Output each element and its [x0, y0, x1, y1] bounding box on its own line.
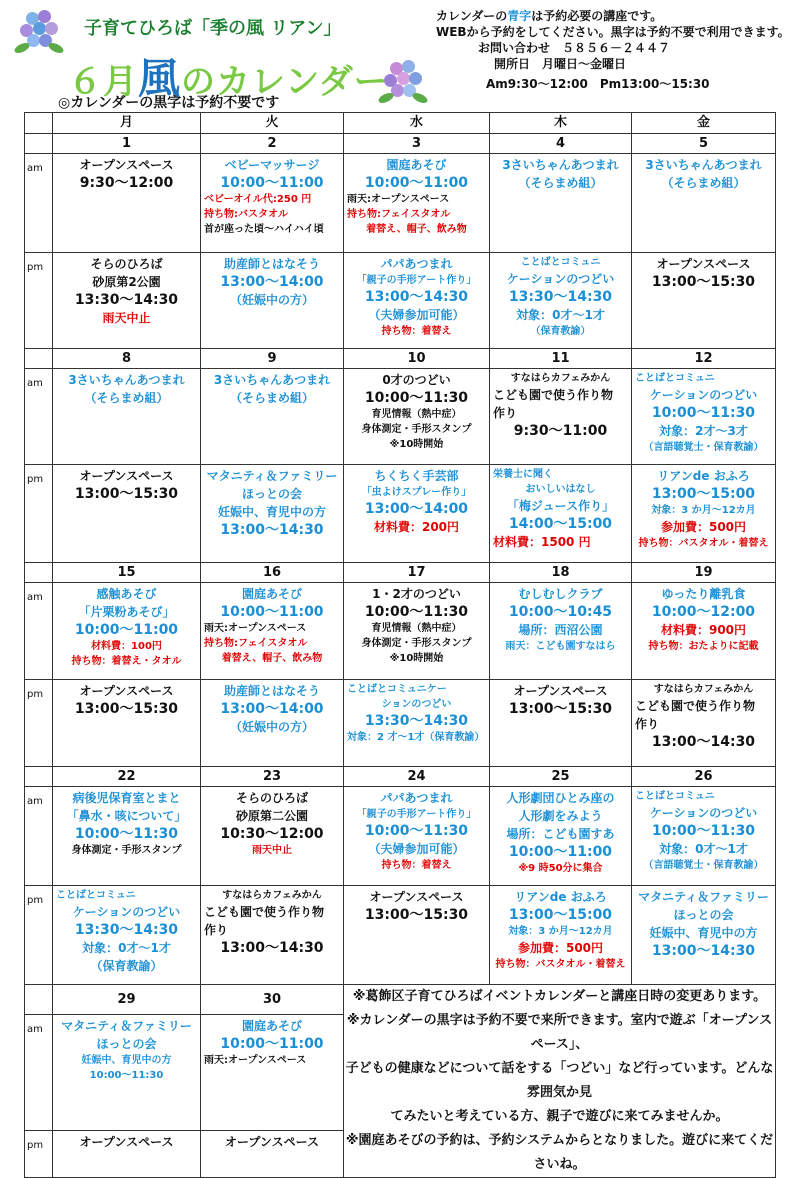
event-line: 3さいちゃんあつまれ [502, 158, 619, 172]
event-line: 雨天:オープンスペース [204, 1055, 307, 1067]
event-line: ちくちく手芸部 [374, 469, 459, 483]
note-line: ※園庭あそびの予約は、予約システムからとなりました。遊びに来てくださいね。 [345, 1133, 774, 1172]
event-line: （保育教諭） [530, 326, 591, 337]
event-line: 「鼻水・咳について」 [66, 809, 187, 823]
event-line: 10:00～11:00 [74, 622, 179, 638]
event-line: 10:00～11:00 [220, 175, 324, 191]
event-line: （言語聴覚士・保育教諭） [643, 442, 764, 453]
event-line: 13:00～15:30 [364, 907, 469, 923]
event-line: 13:00～14:30 [220, 522, 324, 538]
event-line: ※10時開始 [389, 439, 444, 450]
event-line: 育児情報（熱中症） [371, 623, 462, 634]
event-line: 13:00～14:00 [220, 274, 324, 290]
event-line: 身体測定・手形スタンプ [361, 638, 472, 649]
date-cell: 1 [53, 134, 201, 154]
event-line: ※10時開始 [389, 653, 444, 664]
event-line: 首が座った頃～ハイハイ頃 [204, 224, 324, 235]
event-line: 13:00～14:00 [220, 701, 324, 717]
event-line: 10:30～12:00 [220, 826, 324, 842]
event-line: （言語聴覚士・保育教諭） [643, 860, 764, 871]
event-line: 雨天中止 [252, 845, 292, 856]
event-line: パパあつまれ [380, 257, 453, 271]
event-line: （妊娠中の方） [229, 720, 314, 734]
event-line: 13:00～14:30 [651, 943, 756, 959]
weekday-thu: 木 [490, 113, 632, 134]
event-line: オープンスペース [369, 890, 464, 904]
event-cell [490, 886, 632, 985]
date-row [25, 563, 776, 583]
event-line: （そらまめ組） [518, 176, 603, 190]
event-line: ことばとコミュニケー [347, 684, 447, 695]
event-line: おいしいはなし [525, 484, 596, 495]
event-line: 10:00～11:30 [651, 405, 756, 421]
event-line: （夫婦参加可能） [368, 842, 465, 856]
date-cell: 24 [344, 767, 490, 787]
corner-cell [25, 113, 53, 134]
event-cell [53, 369, 201, 465]
event-line: 作り [493, 406, 518, 420]
note-line: てみたいと考えている方、親子で遊びに来てみませんか。 [390, 1109, 729, 1124]
event-cell [53, 154, 201, 253]
event-line: ほっとの会 [96, 1037, 157, 1052]
event-line: 助産師とはなそう [223, 257, 320, 271]
info-box [436, 8, 790, 92]
event-cell [632, 886, 776, 985]
event-line: 13:30～14:30 [364, 713, 469, 729]
event-line: ことばとコミュニ [520, 257, 601, 268]
event-line: 3さいちゃんあつまれ [645, 158, 762, 172]
event-cell [490, 787, 632, 886]
event-cell [632, 369, 776, 465]
event-cell [632, 583, 776, 680]
event-line: 13:30～14:30 [508, 289, 613, 305]
calendar-table [24, 112, 776, 1178]
am-label: am [25, 1015, 53, 1130]
event-line: マタニティ＆ファミリー [61, 1019, 192, 1034]
pm-label: pm [25, 253, 53, 349]
event-cell [201, 369, 344, 465]
note-line: ※カレンダーの黒字は予約不要で来所できます。室内で遊ぶ「オープンスペース」、 [346, 1013, 773, 1052]
event-cell [201, 1130, 344, 1177]
event-line: むしむしクラブ [518, 587, 603, 601]
organization-name: 子育てひろば「季の風 リアン」 [84, 18, 342, 39]
event-line: 10:00～11:00 [220, 604, 324, 620]
event-line: 10:00～11:30 [89, 1070, 164, 1082]
event-line: 14:00～15:00 [508, 516, 613, 532]
event-line: 身体測定・手形スタンプ [361, 424, 472, 435]
event-line: 10:00～10:45 [508, 604, 613, 620]
event-line: 雨天中止 [102, 311, 151, 325]
event-line: 人形劇をみよう [518, 809, 603, 823]
event-line: 13:00～15:30 [74, 701, 179, 717]
event-cell [344, 886, 490, 985]
event-line: 対象：3 か月～12カ月 [651, 505, 756, 516]
date-cell: 4 [490, 134, 632, 154]
event-line: （そらまめ組） [229, 391, 314, 405]
event-line: 13:00～15:30 [508, 701, 613, 717]
event-line: 持ち物:フェイスタオル [204, 638, 308, 649]
event-line: オープンスペース [79, 469, 174, 483]
event-line: 持ち物：おたよりに記載 [648, 641, 759, 652]
event-line: 1・2才のつどい [372, 587, 461, 601]
pm-label: pm [25, 465, 53, 563]
event-cell [201, 465, 344, 563]
weekday-mon: 月 [53, 113, 201, 134]
info-text: カレンダーの [436, 9, 508, 23]
date-cell: 29 [53, 985, 201, 1015]
event-line: （夫婦参加可能） [368, 308, 465, 322]
event-cell [344, 465, 490, 563]
event-cell [490, 369, 632, 465]
event-line: ケーションのつどい [506, 272, 615, 286]
date-cell: 23 [201, 767, 344, 787]
event-cell [53, 886, 201, 985]
event-line: 10:00～11:30 [651, 823, 756, 839]
event-line: オープンスペース [79, 158, 174, 172]
event-cell [490, 583, 632, 680]
date-row [25, 985, 776, 1015]
am-label: am [25, 787, 53, 886]
event-line: 感触あそび [96, 587, 157, 601]
event-line: 妊娠中、育児中の方 [81, 1055, 172, 1067]
event-line: 材料費：1500 円 [493, 535, 591, 549]
notes-cell [344, 985, 776, 1178]
event-line: 雨天:オープンスペース [204, 623, 307, 634]
event-line: 10:00～12:00 [651, 604, 756, 620]
event-line: パパあつまれ [380, 791, 453, 805]
event-line: 「親子の手形アート作り」 [356, 275, 477, 286]
event-line: 材料費：100円 [91, 641, 162, 652]
event-line: 妊娠中、育児中の方 [649, 926, 758, 940]
event-line: 3さいちゃんあつまれ [68, 373, 185, 387]
event-line: ベビーマッサージ [224, 158, 320, 172]
date-row [25, 349, 776, 369]
event-line: ケーションのつどい [72, 905, 181, 919]
event-line: 対象：2 才～1才（保育教諭） [347, 732, 485, 743]
am-label: am [25, 583, 53, 680]
event-line: ケーションのつどい [649, 806, 758, 820]
event-line: 雨天：こども園すなはら [505, 641, 616, 652]
event-line: オープンスペース [225, 1134, 319, 1149]
am-row [25, 154, 776, 253]
event-line: 砂原第2公園 [92, 275, 161, 289]
date-cell: 15 [53, 563, 201, 583]
date-cell: 17 [344, 563, 490, 583]
pm-row [25, 886, 776, 985]
event-line: 園庭あそび [241, 587, 302, 601]
event-line: 13:00～15:30 [74, 486, 179, 502]
event-line: 身体測定・手形スタンプ [71, 845, 182, 856]
event-line: 場所：西沼公園 [518, 623, 603, 637]
event-line: 着替え、帽子、飲み物 [366, 224, 467, 235]
event-cell [201, 253, 344, 349]
event-line: マタニティ＆ファミリー [206, 469, 338, 483]
event-line: 参加費：500円 [660, 520, 747, 534]
pm-label: pm [25, 680, 53, 767]
event-line: ほっとの会 [241, 487, 302, 501]
event-line: 助産師とはなそう [223, 684, 320, 698]
event-line: 材料費：200円 [373, 520, 460, 534]
event-line: そらのひろば [235, 791, 308, 805]
event-line: マタニティ＆ファミリー [638, 890, 769, 904]
weekday-header-row [25, 113, 776, 134]
event-line: 13:00～14:30 [220, 940, 324, 956]
event-line: 10:00～11:30 [364, 604, 469, 620]
event-cell [632, 465, 776, 563]
event-line: 対象：3 か月～12カ月 [508, 926, 613, 937]
event-cell [53, 1015, 201, 1130]
event-line: 「親子の手形アート作り」 [356, 809, 477, 820]
event-line: オープンスペース [656, 257, 751, 271]
date-row [25, 767, 776, 787]
event-line: 育児情報（熱中症） [371, 409, 462, 420]
date-cell: 26 [632, 767, 776, 787]
event-line: 作り [204, 923, 229, 937]
event-line: （妊娠中の方） [229, 293, 314, 307]
contact-phone: お問い合わせ ５８５６－２４４７ [478, 41, 671, 55]
event-cell [201, 583, 344, 680]
event-cell [344, 369, 490, 465]
event-cell [53, 253, 201, 349]
event-line: 13:00～14:30 [651, 734, 756, 750]
date-row [25, 134, 776, 154]
event-line: ベビーオイル代:250 円 [204, 194, 312, 205]
event-cell [490, 253, 632, 349]
event-cell [490, 154, 632, 253]
event-line: 妊娠中、育児中の方 [217, 505, 326, 519]
event-cell [344, 253, 490, 349]
date-cell: 22 [53, 767, 201, 787]
event-line: 持ち物：着替え [381, 860, 452, 871]
event-line: 対象：0才～1才 [82, 941, 171, 955]
event-line: リアンde おふろ [657, 469, 750, 483]
date-cell: 12 [632, 349, 776, 369]
pm-row [25, 680, 776, 767]
event-line: 13:00～14:30 [364, 289, 469, 305]
event-line: （そらまめ組） [84, 391, 169, 405]
pm-row [25, 253, 776, 349]
date-cell: 3 [344, 134, 490, 154]
event-line: 持ち物：バスタオル・着替え [495, 959, 626, 970]
weekday-wed: 水 [344, 113, 490, 134]
header [0, 0, 800, 112]
pm-row [25, 465, 776, 563]
date-corner-cell [25, 985, 53, 1015]
event-line: すなはらカフェみかん [222, 890, 322, 901]
event-line: 10:00～11:30 [364, 390, 469, 406]
event-line: 13:00～14:00 [364, 501, 469, 517]
title-kaze: 風 [138, 54, 182, 103]
event-line: 人形劇団ひとみ座の [506, 791, 615, 805]
event-cell [201, 154, 344, 253]
pm-label: pm [25, 1130, 53, 1177]
info-line-2: WEBから予約をしてください。黒字は予約不要で利用できます。 [436, 25, 790, 39]
am-row [25, 583, 776, 680]
date-corner-cell [25, 349, 53, 369]
event-cell [53, 583, 201, 680]
date-cell: 25 [490, 767, 632, 787]
event-line: オープンスペース [79, 1134, 174, 1149]
subtitle: ◎カレンダーの黒字は予約不要です [58, 95, 280, 111]
hydrangea-flower-icon [18, 8, 62, 52]
info-blue-word: 青字 [507, 9, 532, 23]
event-line: 9:30～11:00 [513, 423, 608, 439]
event-line: 砂原第二公園 [235, 809, 308, 823]
event-cell [53, 465, 201, 563]
event-line: 10:00～11:30 [74, 826, 179, 842]
date-corner-cell [25, 563, 53, 583]
event-line: ケーションのつどい [649, 388, 758, 402]
open-hours: Am9:30～12:00 Pm13:00～15:30 [486, 77, 710, 91]
event-cell [53, 787, 201, 886]
event-line: 作り [635, 717, 660, 731]
event-cell [632, 154, 776, 253]
event-cell [201, 680, 344, 767]
event-line: 参加費：500円 [517, 941, 604, 955]
title-month: ６月 [68, 62, 138, 102]
am-label: am [25, 154, 53, 253]
event-line: ことばとコミュニ [635, 373, 715, 384]
event-line: 0才のつどい [382, 373, 451, 387]
event-cell [53, 680, 201, 767]
event-line: 材料費：900円 [660, 623, 747, 637]
event-line: 9:30～12:00 [79, 175, 174, 191]
event-line: オープンスペース [513, 684, 608, 698]
event-cell [344, 583, 490, 680]
info-line-1 [436, 8, 790, 24]
note-line: ※葛飾区子育てひろばイベントカレンダーと講座日時の変更あります。 [352, 989, 767, 1004]
event-cell [632, 253, 776, 349]
event-line: 持ち物:バスタオル [204, 209, 288, 220]
event-line: オープンスペース [79, 684, 174, 698]
am-row [25, 369, 776, 465]
event-line: こども園で使う作り物 [204, 905, 325, 919]
event-line: 持ち物：着替え [381, 326, 452, 337]
date-cell: 18 [490, 563, 632, 583]
date-cell: 2 [201, 134, 344, 154]
event-cell [344, 787, 490, 886]
date-corner-cell [25, 767, 53, 787]
event-line: そらのひろば [90, 257, 163, 271]
event-line: 持ち物：バスタオル・着替え [638, 538, 769, 549]
date-cell: 8 [53, 349, 201, 369]
event-line: 対象：0才～1才 [659, 842, 748, 856]
event-cell [344, 154, 490, 253]
event-line: ほっとの会 [673, 908, 734, 922]
event-line: 園庭あそび [241, 1019, 302, 1034]
date-cell: 19 [632, 563, 776, 583]
pm-label: pm [25, 886, 53, 985]
event-line: 10:00～11:30 [364, 823, 469, 839]
date-cell: 5 [632, 134, 776, 154]
event-line: リアンde おふろ [514, 890, 607, 904]
event-line: 3さいちゃんあつまれ [213, 373, 331, 387]
event-cell [490, 465, 632, 563]
event-line: 持ち物:フェイスタオル [347, 209, 451, 220]
event-line: 13:00～15:30 [651, 274, 756, 290]
event-cell [53, 1130, 201, 1177]
event-line: （保育教諭） [90, 959, 163, 973]
event-line: こども園で使う作り物 [493, 388, 614, 402]
event-line: 13:30～14:30 [74, 292, 179, 308]
date-cell: 16 [201, 563, 344, 583]
open-days: 開所日 月曜日～金曜日 [494, 57, 627, 71]
event-line: 10:00～11:00 [220, 1036, 324, 1053]
event-cell [490, 680, 632, 767]
event-line: ことばとコミュニ [56, 890, 136, 901]
info-text: は予約必要の講座です。 [531, 9, 663, 23]
event-line: 「片栗粉あそび」 [78, 605, 175, 619]
event-line: （そらまめ組） [661, 176, 746, 190]
title-rest: のカレンダー [181, 62, 389, 102]
event-line: 「虫よけスプレー作り」 [361, 487, 472, 498]
note-line: 子どもの健康などについて話をする「つどい」など行っています。どんな雰囲気か見 [345, 1061, 774, 1100]
event-line: 13:00～15:00 [651, 486, 756, 502]
event-line: 13:00～15:00 [508, 907, 613, 923]
event-line: こども園で使う作り物 [635, 699, 756, 713]
date-cell: 9 [201, 349, 344, 369]
event-line: ゆったり離乳食 [661, 587, 746, 601]
date-corner-cell [25, 134, 53, 154]
date-cell: 11 [490, 349, 632, 369]
am-row [25, 787, 776, 886]
event-line: 10:00～11:00 [508, 844, 613, 860]
event-cell [344, 680, 490, 767]
event-line: ことばとコミュニ [635, 791, 715, 802]
event-line: 園庭あそび [386, 158, 447, 172]
weekday-tue: 火 [201, 113, 344, 134]
event-line: 対象：2才～3才 [659, 424, 748, 438]
event-line: ※9 時50分に集合 [518, 863, 603, 874]
date-cell: 30 [201, 985, 344, 1015]
event-line: 場所：こども園すあ [506, 827, 615, 841]
event-line: ションのつどい [381, 699, 452, 710]
event-line: すなはらカフェみかん [653, 684, 754, 695]
date-cell: 10 [344, 349, 490, 369]
event-cell [632, 787, 776, 886]
event-line: 着替え、帽子、飲み物 [221, 653, 323, 664]
event-line: 13:30～14:30 [74, 922, 179, 938]
event-cell [201, 886, 344, 985]
weekday-fri: 金 [632, 113, 776, 134]
event-line: 病後児保育室とまと [72, 791, 181, 805]
am-label: am [25, 369, 53, 465]
calendar-body [25, 113, 776, 1178]
event-line: 栄養士に聞く [493, 469, 553, 480]
event-cell [201, 1015, 344, 1130]
event-line: 雨天:オープンスペース [347, 194, 450, 205]
event-line: 対象：0才～1才 [516, 308, 605, 322]
event-cell [632, 680, 776, 767]
event-line: 持ち物：着替え・タオル [71, 656, 182, 667]
event-cell [201, 787, 344, 886]
event-line: 「梅ジュース作り」 [506, 499, 615, 513]
event-line: すなはらカフェみかん [510, 373, 611, 384]
event-line: 10:00～11:00 [364, 175, 469, 191]
